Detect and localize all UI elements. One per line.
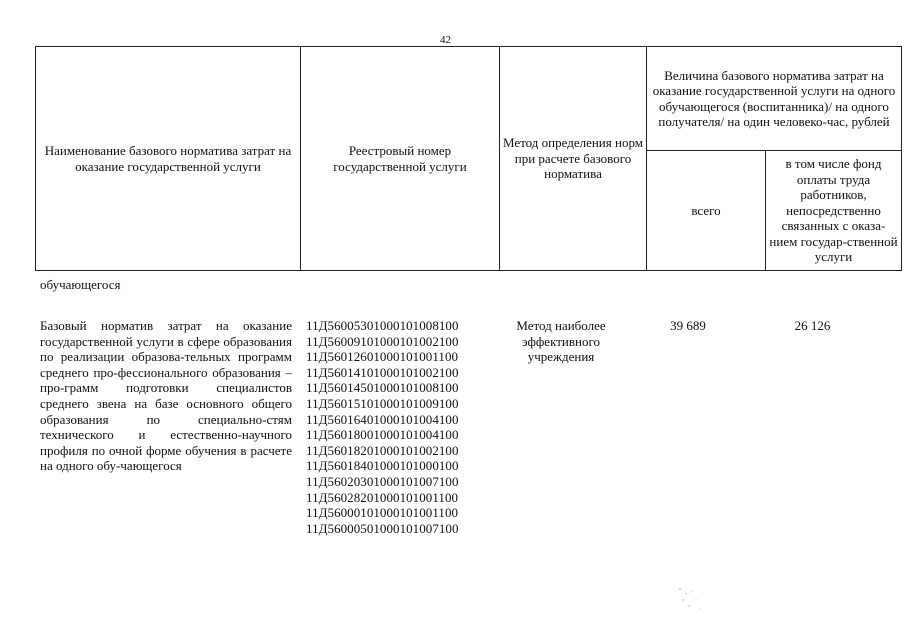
registry-code: 11Д56020301000101007100 bbox=[306, 473, 459, 489]
row-labor: 26 126 bbox=[794, 318, 831, 333]
registry-code: 11Д56015101000101009100 bbox=[306, 395, 459, 411]
scan-specks bbox=[676, 585, 706, 615]
header-total-cell: всего bbox=[647, 151, 766, 271]
page-number: 42 bbox=[440, 34, 451, 46]
row-method: Метод наиболее эффективного учреждения bbox=[516, 318, 606, 365]
registry-code: 11Д56014101000101002100 bbox=[306, 364, 459, 380]
registry-code: 11Д56016401000101004100 bbox=[306, 411, 459, 427]
registry-code: 11Д56018001000101004100 bbox=[306, 427, 459, 443]
header-value-cell: Величина базового норматива затрат на оказание государственной услуги на одного обучающегося (воспитанника)/ на одного получателя/ на один человеко-час, рублей bbox=[647, 47, 902, 151]
row-name: Базовый норматив затрат на оказание государственной услуги в сфере образования по реализации образова-тельных программ среднего про-фессионального образования – про-грамм подготовки специалистов среднего звена на базе основного общего образования по специально-стям технического и естественно-научного профиля по очной форме обучения в расчете на одного обу-чающегося bbox=[40, 318, 292, 474]
header-method-cell: Метод определения норм при расчете базового норматива bbox=[500, 47, 647, 271]
row-codes bbox=[306, 318, 486, 536]
row-total: 39 689 bbox=[670, 318, 706, 333]
header-table bbox=[35, 46, 902, 271]
registry-code: 11Д56000101000101001100 bbox=[306, 505, 459, 521]
registry-code: 11Д56000501000101007100 bbox=[306, 520, 459, 536]
registry-code: 11Д56012601000101001100 bbox=[306, 349, 459, 365]
continuation-text: обучающегося bbox=[40, 277, 121, 292]
header-name-cell: Наименование базового норматива затрат на оказание государственной услуги bbox=[36, 47, 301, 271]
registry-code: 11Д56018201000101002100 bbox=[306, 442, 459, 458]
header-labor-cell: в том числе фонд оплаты труда работников, непосредственно связанных с оказа-нием государ-ственной услуги bbox=[766, 151, 902, 271]
registry-code: 11Д56018401000101000100 bbox=[306, 458, 459, 474]
registry-code: 11Д56028201000101001100 bbox=[306, 489, 459, 505]
registry-code: 11Д56005301000101008100 bbox=[306, 318, 459, 333]
registry-code: 11Д56009101000101002100 bbox=[306, 333, 459, 349]
header-registry-cell: Реестровый номер государственной услуги bbox=[301, 47, 500, 271]
registry-code: 11Д56014501000101008100 bbox=[306, 380, 459, 396]
